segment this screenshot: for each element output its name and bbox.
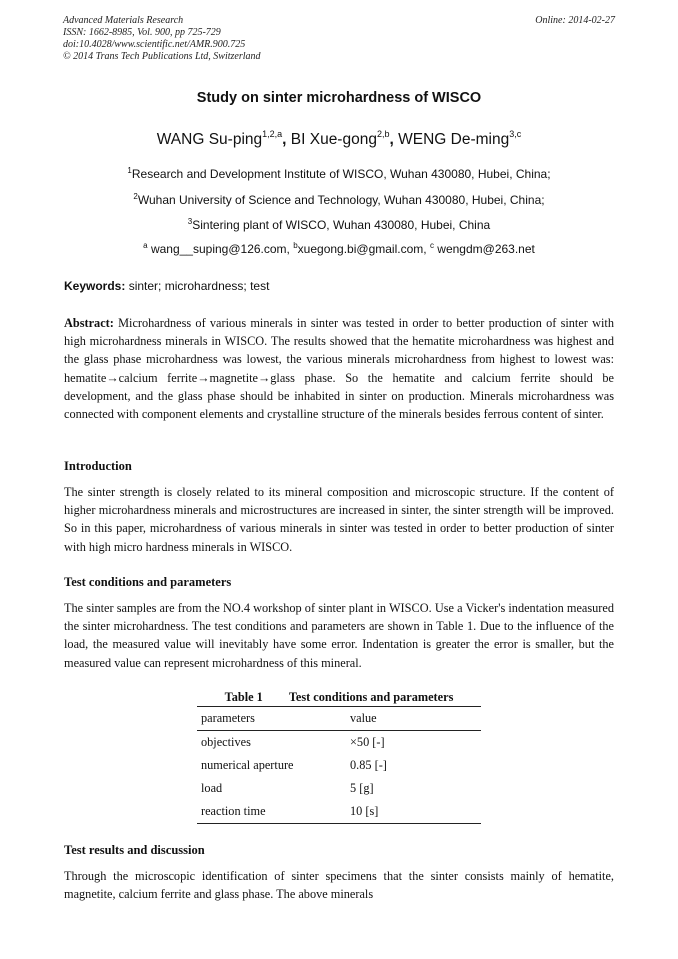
table-row [197,777,481,800]
table-cell: objectives [201,735,251,749]
introduction-text: The sinter strength is closely related to its mineral composition and microscopic structure. If the content of higher microhardness minerals and microstructures are increased in sinter, the sinter strength will be improved. So in this paper, microhardness of various minerals in sinter was tested in order to better production of sinter with high micro hardness minerals in WISCO. [64,485,614,554]
test-conditions-heading: Test conditions and parameters [64,575,232,589]
email-c: wengdm@263.net [437,242,535,256]
keywords [64,279,269,293]
results-text: Through the microscopic identification of sinter specimens that the sinter consists mainly of hematite, magnetite, calcium ferrite and glass phase. The above minerals [64,869,614,902]
table-title: Test conditions and parameters [288,690,454,704]
table-number: Table 1 [224,690,263,704]
journal-header [63,15,261,63]
email-a: wang__suping@126.com, [150,242,290,256]
keywords-text: sinter; microhardness; test [128,279,270,293]
affiliation-1: $^1$Research and Development Institute of WISCO, Wuhan 430080, Hubei, China; [127,166,551,181]
test-conditions-text: The sinter samples are from the NO.4 workshop of sinter plant in WISCO. Use a Vicker's indentation measured the sinter microhardness. The test conditions and parameters are shown in Table 1. Due to the influence of the load, the measured value will inevitably have some error. Indentation is greater the error is smaller, but the measured value can represent microhardness of this mineral. [64,601,614,670]
author-name: WENG De-ming [398,131,510,148]
affiliation-2: $^2$Wuhan University of Science and Technology, Wuhan 430080, Hubei, China; [133,192,545,207]
issn-line: ISSN: 1662-8985, Vol. 900, pp 725-729 [63,27,221,38]
table-header-row [197,707,481,731]
table-row [197,731,481,755]
email-line: $^a$ wang__suping@126.com, $^b$xuegong.bi@gmail.com, $^c$ wengdm@263.net [143,241,535,256]
abstract-text: Microhardness of various minerals in sinter was tested in order to better production of sinter with high microhardness minerals in WISCO. The results showed that the hematite microhardness was highest and the glass phase microhardness was lowest, the various minerals microhardness from highest to lowest was: hematite→calcium ferrite→magnetite→glass phase. So the hematite and calcium ferrite should be development, and the glass phase should be inhabited in sinter on production. Minerals microhardness was connected with component elements and crystalline structure of the minerals besides ferrous content of sinter. [64,316,614,422]
author-list: WANG Su-ping$^{1,2,a}$, BI Xue-gong$^{2,b}$, WENG De-ming$^{3,c}$ [156,129,522,148]
column-header: value [350,711,377,725]
author-affil-mark: 2,b [376,129,390,139]
journal-name: Advanced Materials Research [63,15,184,26]
table-cell: load [201,781,223,795]
affiliation-3: $^3$Sintering plant of WISCO, Wuhan 430080, Hubei, China [187,217,491,232]
email-b: xuegong.bi@gmail.com, [297,242,427,256]
abstract-label: Abstract: [64,316,114,330]
column-header: parameters [201,711,255,725]
results-heading: Test results and discussion [64,843,205,857]
table-row [197,754,481,777]
table-cell: 5 [g] [350,781,374,795]
test-parameters-table [197,706,481,824]
introduction-heading: Introduction [64,459,132,473]
author-affil-mark: 1,2,a [262,129,283,139]
table-cell: reaction time [201,804,266,818]
table-row [197,800,481,824]
table-cell: 0.85 [-] [350,758,387,772]
table-cell: ×50 [-] [350,735,385,749]
online-date: Online: 2014-02-27 [535,15,615,26]
author-name: BI Xue-gong [290,131,377,148]
keywords-label: Keywords: [64,279,126,293]
copyright-line: © 2014 Trans Tech Publications Ltd, Switzerland [63,51,261,62]
abstract [64,314,614,423]
table-cell: 10 [s] [350,804,379,818]
doi-line: doi:10.4028/www.scientific.net/AMR.900.725 [63,39,246,50]
author-affil-mark: 3,c [509,129,522,139]
table-caption [197,690,481,705]
table-cell: numerical aperture [201,758,294,772]
paper-title: Study on sinter microhardness of WISCO [196,90,482,106]
author-name: WANG Su-ping [156,131,263,148]
